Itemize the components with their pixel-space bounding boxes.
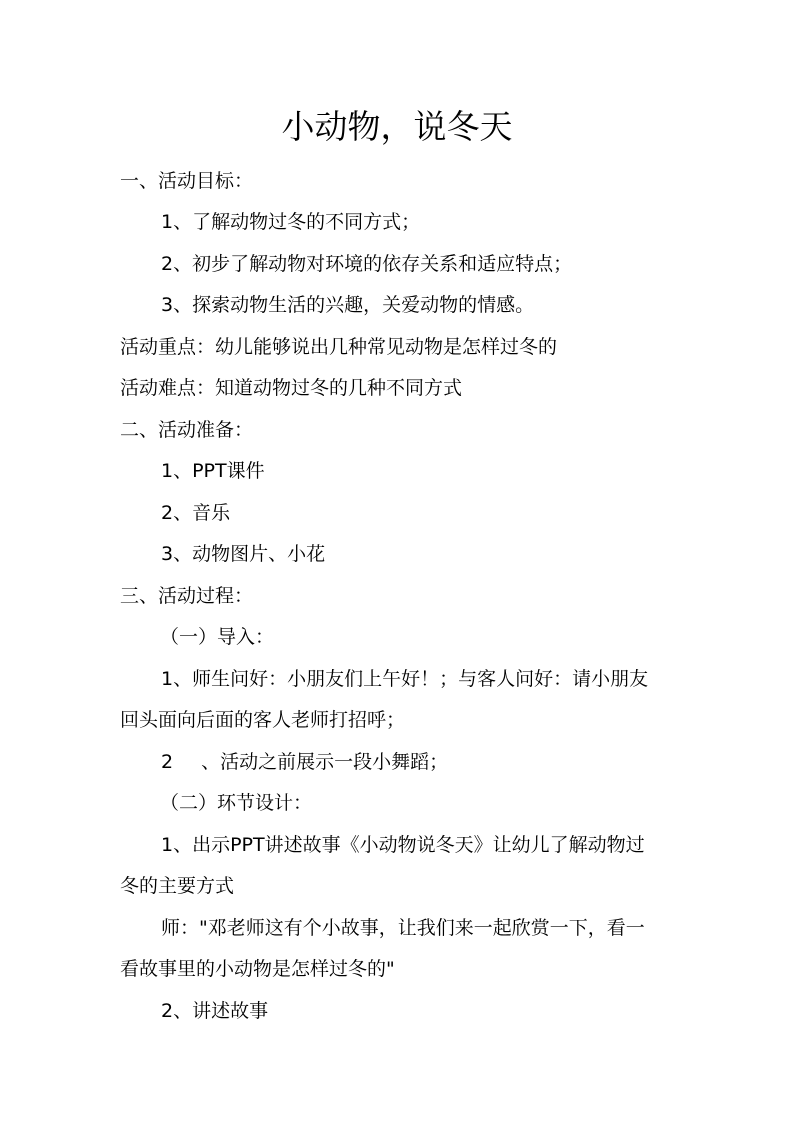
difficult-point: 活动难点：知道动物过冬的几种不同方式: [120, 377, 463, 399]
goal-item-2: 2、初步了解动物对环境的依存关系和适应特点；: [161, 253, 573, 275]
process-paragraph-1-line-1: 1、师生问好：小朋友们上午好！；与客人问好：请小朋友: [161, 668, 649, 690]
document-title: 小动物，说冬天: [281, 107, 513, 146]
key-point: 活动重点：幼儿能够说出几种常见动物是怎样过冬的: [120, 336, 558, 358]
section-heading-process: 三、活动过程：: [120, 585, 254, 607]
design-paragraph-2: 2、讲述故事: [161, 1000, 269, 1022]
process-paragraph-1-line-2: 回头面向后面的客人老师打招呼；: [120, 709, 406, 731]
section-heading-preparation: 二、活动准备：: [120, 419, 254, 441]
goal-item-1: 1、了解动物过冬的不同方式；: [161, 211, 421, 233]
teacher-line-1: 师："邓老师这有个小故事，让我们来一起欣赏一下，看一: [161, 917, 645, 939]
process-paragraph-2-number: 2: [161, 751, 174, 773]
design-paragraph-1-line-1: 1、出示PPT讲述故事《小动物说冬天》让幼儿了解动物过: [161, 834, 645, 856]
section-heading-goals: 一、活动目标：: [120, 170, 254, 192]
prep-item-1: 1、PPT课件: [161, 460, 265, 482]
prep-item-2: 2、音乐: [161, 502, 231, 524]
subsection-design: （二）环节设计：: [160, 792, 313, 814]
goal-item-3: 3、探索动物生活的兴趣，关爱动物的情感。: [161, 294, 535, 316]
design-paragraph-1-line-2: 冬的主要方式: [120, 875, 235, 897]
subsection-intro: （一）导入：: [160, 626, 275, 648]
process-paragraph-2-text: 、活动之前展示一段小舞蹈；: [201, 751, 449, 773]
teacher-line-2: 看故事里的小动物是怎样过冬的": [120, 958, 395, 980]
prep-item-3: 3、动物图片、小花: [161, 543, 326, 565]
process-paragraph-2: [161, 749, 448, 775]
